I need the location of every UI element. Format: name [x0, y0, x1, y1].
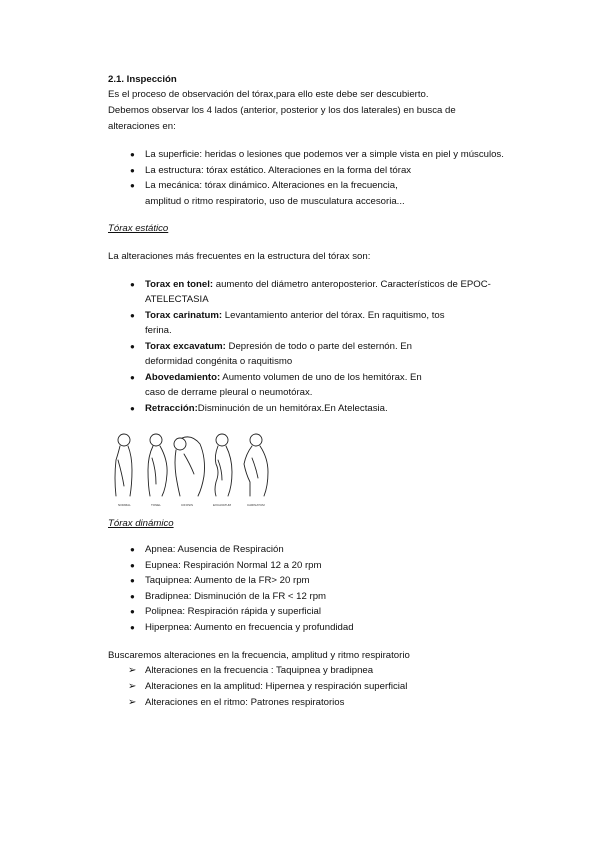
subheading-torax-estatico: Tórax estático [108, 223, 169, 234]
silhouette-excavatum [215, 434, 232, 496]
term: Abovedamiento: [145, 372, 221, 383]
list-item: Hiperpnea: Aumento en frecuencia y profundidad [145, 622, 354, 633]
bullet: ● [130, 576, 135, 585]
caption-tonel: TONEL [151, 503, 161, 507]
subheading-torax-dinamico: Tórax dinámico [108, 518, 174, 529]
term: Torax excavatum: [145, 341, 226, 352]
list-item: Alteraciones en la amplitud: Hipernea y respiración superficial [145, 681, 408, 692]
bullet: ● [130, 545, 135, 554]
intro-line-3: alteraciones en: [108, 121, 176, 132]
bullet: ● [130, 561, 135, 570]
thorax-shapes-figure [110, 430, 280, 512]
list-item: Polipnea: Respiración rápida y superficial [145, 606, 321, 617]
definition: Disminución de un hemitórax.En Atelectasia. [197, 403, 388, 414]
bullet: ● [130, 607, 135, 616]
list-item-continuation: deformidad congénita o raquitismo [145, 356, 293, 367]
list-item [145, 340, 412, 353]
term: Retracción: [145, 403, 198, 414]
section-heading: 2.1. Inspección [108, 74, 177, 85]
bullet: ● [130, 342, 135, 351]
definition: Aumento volumen de uno de los hemitórax. En [220, 372, 422, 383]
list-item-continuation: amplitud o ritmo respiratorio, uso de musculatura accesoria... [145, 196, 405, 207]
buscaremos-paragraph: Buscaremos alteraciones en la frecuencia, amplitud y ritmo respiratorio [108, 650, 410, 661]
caption-excavatum: EXCAVATUM [213, 503, 232, 507]
silhouette-tonel [148, 434, 167, 496]
caption-normal: NORMAL [118, 503, 131, 507]
list-item: Taquipnea: Aumento de la FR> 20 rpm [145, 575, 310, 586]
bullet: ● [130, 311, 135, 320]
bullet: ● [130, 373, 135, 382]
bullet: ● [130, 623, 135, 632]
arrow-bullet: ➢ [128, 697, 137, 708]
list-item: La estructura: tórax estático. Alteraciones en la forma del tórax [145, 165, 412, 176]
bullet: ● [130, 150, 135, 159]
list-item [145, 309, 445, 322]
silhouette-normal [115, 434, 132, 496]
silhouette-carinatum [244, 434, 268, 496]
list-item [145, 402, 388, 415]
intro-line-2: Debemos observar los 4 lados (anterior, posterior y los dos laterales) en busca de [108, 105, 456, 116]
list-item: Bradipnea: Disminución de la FR < 12 rpm [145, 591, 327, 602]
term: Torax en tonel: [145, 279, 214, 290]
bullet: ● [130, 166, 135, 175]
list-item: La mecánica: tórax dinámico. Alteraciones en la frecuencia, [145, 180, 398, 191]
bullet: ● [130, 280, 135, 289]
list-item [145, 278, 491, 291]
list-item [145, 371, 422, 384]
caption-cifosis: CIFOSIS [181, 503, 194, 507]
intro-line-1: Es el proceso de observación del tórax,para ello este debe ser descubierto. [108, 89, 429, 100]
list-item: Alteraciones en el ritmo: Patrones respiratorios [145, 697, 345, 708]
definition: Depresión de todo o parte del esternón. En [225, 341, 413, 352]
list-item: Alteraciones en la frecuencia : Taquipnea y bradipnea [145, 665, 374, 676]
list-item: Eupnea: Respiración Normal 12 a 20 rpm [145, 560, 322, 571]
arrow-bullet: ➢ [128, 681, 137, 692]
list-item-continuation: ATELECTASIA [145, 294, 209, 305]
list-item: Apnea: Ausencia de Respiración [145, 544, 284, 555]
silhouette-cifosis [174, 437, 205, 496]
list-item: La superficie: heridas o lesiones que podemos ver a simple vista en piel y músculos. [145, 149, 504, 160]
estatico-intro: La alteraciones más frecuentes en la estructura del tórax son: [108, 251, 371, 262]
bullet: ● [130, 592, 135, 601]
caption-carinatum: CARINATUM [247, 503, 265, 507]
bullet: ● [130, 404, 135, 413]
arrow-bullet: ➢ [128, 665, 137, 676]
definition: Levantamiento anterior del tórax. En raquitismo, tos [222, 310, 445, 321]
term: Torax carinatum: [145, 310, 223, 321]
list-item-continuation: ferina. [145, 325, 172, 336]
definition: aumento del diámetro anteroposterior. Característicos de EPOC- [213, 279, 491, 290]
bullet: ● [130, 181, 135, 190]
list-item-continuation: caso de derrame pleural o neumotórax. [145, 387, 313, 398]
